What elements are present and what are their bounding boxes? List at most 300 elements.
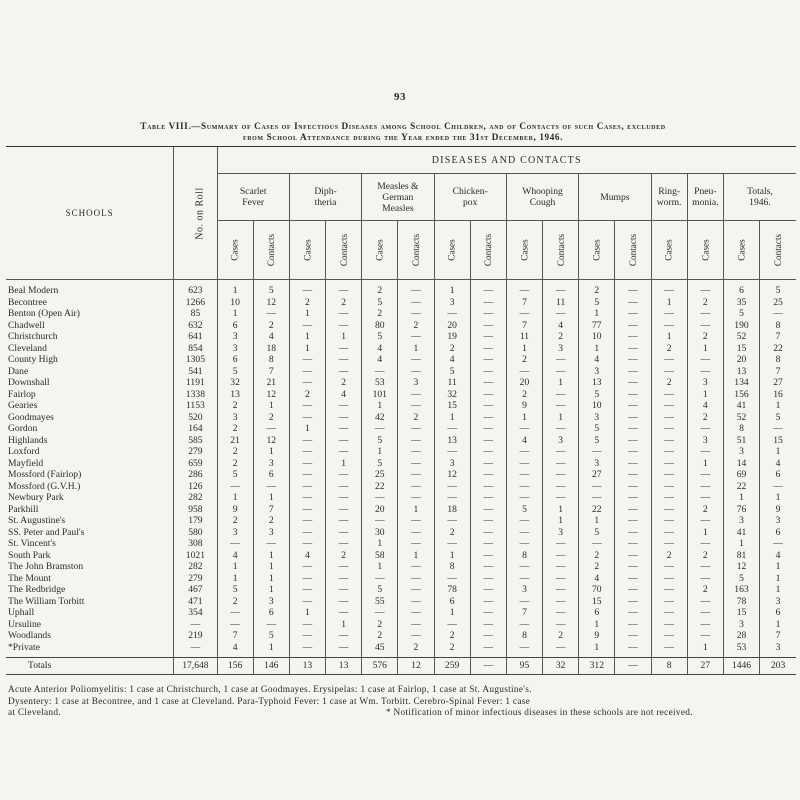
table-cell: 5 [579, 423, 615, 435]
table-cell: — [434, 538, 470, 550]
table-cell: — [687, 469, 723, 481]
table-cell: 8 [253, 354, 289, 366]
roll-count: 279 [174, 446, 217, 458]
totals-cell: 203 [760, 658, 796, 675]
table-cell: 5 [253, 280, 289, 297]
table-cell: 7 [760, 331, 796, 343]
roll-count: 126 [174, 481, 217, 493]
summary-table [6, 146, 796, 675]
table-cell: 41 [723, 527, 759, 539]
totals-cell: 12 [398, 658, 434, 675]
table-cell: 163 [723, 584, 759, 596]
table-cell: 4 [543, 320, 579, 332]
table-cell: 12 [253, 435, 289, 447]
table-cell: — [687, 280, 723, 297]
table-cell: — [289, 412, 325, 424]
table-cell: 1 [760, 492, 796, 504]
table-cell: 3 [217, 343, 253, 355]
table-cell: — [506, 446, 542, 458]
table-cell: 4 [687, 400, 723, 412]
table-cell: 1 [760, 446, 796, 458]
roll-count: 279 [174, 573, 217, 585]
table-cell: — [398, 389, 434, 401]
roll-count: 179 [174, 515, 217, 527]
table-cell: 2 [687, 331, 723, 343]
table-cell: 1 [253, 584, 289, 596]
sub-header-cases: Cases [506, 221, 542, 280]
table-cell: — [470, 331, 506, 343]
school-name: The John Bramston [8, 561, 84, 572]
table-cell: 53 [362, 377, 398, 389]
table-cell: 1 [543, 412, 579, 424]
table-cell: — [506, 561, 542, 573]
table-cell: — [470, 320, 506, 332]
table-cell: 1 [253, 561, 289, 573]
table-cell: 2 [687, 550, 723, 562]
table-cell: 5 [579, 527, 615, 539]
table-cell: — [543, 458, 579, 470]
table-cell: 4 [506, 435, 542, 447]
table-cell: — [398, 308, 434, 320]
table-cell: — [615, 446, 651, 458]
table-row [6, 619, 796, 631]
table-cell: — [615, 538, 651, 550]
table-cell: 32 [434, 389, 470, 401]
table-cell: 1 [687, 642, 723, 654]
table-cell: 6 [217, 354, 253, 366]
table-cell: 1 [760, 573, 796, 585]
table-cell: 2 [434, 630, 470, 642]
table-row [6, 607, 796, 619]
table-cell: — [506, 573, 542, 585]
table-cell: 5 [362, 435, 398, 447]
table-cell: 2 [398, 642, 434, 654]
table-cell: — [470, 607, 506, 619]
table-cell: 1 [217, 573, 253, 585]
group-whooping-cough: Whooping Cough [506, 174, 578, 221]
table-cell: 2 [362, 308, 398, 320]
table-cell: — [506, 280, 542, 297]
table-cell: 1 [543, 515, 579, 527]
table-row [6, 423, 796, 435]
table-cell: 20 [723, 354, 759, 366]
table-cell: — [543, 308, 579, 320]
table-row [6, 331, 796, 343]
totals-cell: 95 [506, 658, 542, 675]
totals-cell: 576 [362, 658, 398, 675]
table-cell: 2 [217, 423, 253, 435]
roll-count: 854 [174, 343, 217, 355]
table-cell: — [543, 389, 579, 401]
table-cell: 8 [506, 550, 542, 562]
sub-header-contacts: Contacts [253, 221, 289, 280]
table-cell: — [579, 446, 615, 458]
table-cell: — [579, 492, 615, 504]
table-cell: — [434, 619, 470, 631]
table-cell: — [543, 366, 579, 378]
table-cell: — [434, 481, 470, 493]
table-cell: 4 [579, 573, 615, 585]
table-cell: — [543, 469, 579, 481]
table-cell: — [217, 607, 253, 619]
group-totals: Totals, 1946. [723, 174, 796, 221]
table-cell: 4 [434, 354, 470, 366]
table-cell: 27 [760, 377, 796, 389]
table-cell: — [326, 320, 362, 332]
table-row [6, 573, 796, 585]
roll-count: 467 [174, 584, 217, 596]
sub-header-contacts: Contacts [543, 221, 579, 280]
table-cell: — [543, 400, 579, 412]
table-cell: — [615, 297, 651, 309]
table-cell: 15 [579, 596, 615, 608]
title-line-1: Table VIII.—Summary of Cases of Infectious Diseases among School Children, and of Contacts of such Cases, excluded [140, 121, 666, 131]
table-row [6, 280, 796, 297]
table-cell: 2 [289, 389, 325, 401]
table-cell: 3 [543, 343, 579, 355]
table-cell: 2 [326, 550, 362, 562]
table-cell: — [615, 377, 651, 389]
table-cell: 1 [506, 412, 542, 424]
table-cell: 5 [434, 366, 470, 378]
school-name: South Park [8, 549, 51, 561]
table-cell: — [543, 492, 579, 504]
table-row [6, 492, 796, 504]
table-cell: 22 [723, 481, 759, 493]
table-cell: — [253, 308, 289, 320]
table-cell: — [362, 492, 398, 504]
table-cell: — [687, 573, 723, 585]
table-cell: — [470, 458, 506, 470]
table-cell: — [326, 492, 362, 504]
roll-count: 659 [174, 458, 217, 470]
table-cell: 2 [362, 280, 398, 297]
table-cell: 1 [289, 607, 325, 619]
table-cell: 9 [760, 504, 796, 516]
table-cell: 4 [253, 331, 289, 343]
table-cell: 3 [543, 527, 579, 539]
table-cell: — [326, 354, 362, 366]
table-cell: — [651, 527, 687, 539]
table-cell: — [615, 400, 651, 412]
table-cell: — [470, 561, 506, 573]
school-name: Downshall [8, 377, 50, 388]
sub-header-cases: Cases [579, 221, 615, 280]
table-cell: — [289, 504, 325, 516]
table-cell: — [470, 412, 506, 424]
table-row [6, 354, 796, 366]
roll-count: — [174, 619, 217, 631]
table-cell: — [398, 435, 434, 447]
roll-count: 632 [174, 320, 217, 332]
table-cell: 8 [760, 354, 796, 366]
table-cell: — [326, 515, 362, 527]
table-cell: 2 [398, 320, 434, 332]
table-cell: 6 [760, 527, 796, 539]
table-cell: 2 [253, 412, 289, 424]
table-cell: — [326, 343, 362, 355]
table-cell: — [398, 366, 434, 378]
table-cell: 42 [362, 412, 398, 424]
totals-cell: 312 [579, 658, 615, 675]
table-cell: — [470, 446, 506, 458]
table-cell: — [506, 538, 542, 550]
school-name: St. Vincent's [8, 538, 56, 549]
table-cell: — [615, 354, 651, 366]
table-cell: 1 [289, 343, 325, 355]
table-cell: 2 [687, 412, 723, 424]
table-cell: 18 [253, 343, 289, 355]
table-cell: — [543, 596, 579, 608]
table-cell: 134 [723, 377, 759, 389]
table-cell: — [615, 412, 651, 424]
table-cell: — [687, 320, 723, 332]
table-cell: 13 [217, 389, 253, 401]
table-cell: 80 [362, 320, 398, 332]
table-cell: 2 [217, 458, 253, 470]
table-cell: 13 [434, 435, 470, 447]
table-cell: 20 [362, 504, 398, 516]
table-cell: 7 [253, 366, 289, 378]
school-name: Woodlands [8, 630, 51, 641]
table-cell: — [506, 642, 542, 654]
table-cell: 1 [289, 331, 325, 343]
school-name: Gearies [8, 400, 38, 411]
table-cell: — [470, 343, 506, 355]
table-cell: — [760, 481, 796, 493]
group-chicken-pox: Chicken- pox [434, 174, 506, 221]
table-cell: 21 [253, 377, 289, 389]
table-cell: — [506, 308, 542, 320]
table-row [6, 446, 796, 458]
table-cell: — [651, 423, 687, 435]
table-cell: — [398, 527, 434, 539]
table-cell: — [760, 538, 796, 550]
table-cell: 1 [543, 504, 579, 516]
table-cell: 3 [723, 515, 759, 527]
table-cell: — [398, 573, 434, 585]
table-cell: 1 [687, 458, 723, 470]
table-cell: — [470, 642, 506, 654]
table-cell: — [326, 366, 362, 378]
school-name: Mayfield [8, 457, 44, 469]
totals-cell: 146 [253, 658, 289, 675]
table-cell: — [687, 515, 723, 527]
table-cell: — [253, 481, 289, 493]
table-cell: 2 [579, 561, 615, 573]
table-cell: — [470, 280, 506, 297]
table-cell: 1 [362, 446, 398, 458]
table-cell: — [615, 481, 651, 493]
table-cell: 14 [723, 458, 759, 470]
school-name: Benton (Open Air) [8, 308, 80, 319]
roll-count: 164 [174, 423, 217, 435]
table-cell: 1 [434, 412, 470, 424]
table-cell: 6 [253, 469, 289, 481]
table-row [6, 504, 796, 516]
table-cell: 5 [760, 412, 796, 424]
table-cell: 1 [398, 343, 434, 355]
table-cell: — [506, 527, 542, 539]
note-line-3: at Cleveland. * Notification of minor infectious diseases in these schools are not received. [8, 708, 693, 718]
table-cell: — [398, 297, 434, 309]
table-cell: — [651, 596, 687, 608]
table-cell: 7 [506, 320, 542, 332]
table-cell: — [506, 469, 542, 481]
table-cell: — [615, 366, 651, 378]
table-cell: 2 [362, 619, 398, 631]
table-cell: 1 [543, 377, 579, 389]
table-cell: — [362, 607, 398, 619]
table-row [6, 297, 796, 309]
table-cell: 6 [760, 469, 796, 481]
table-cell: 2 [651, 377, 687, 389]
table-cell: — [434, 308, 470, 320]
table-cell: — [470, 504, 506, 516]
table-row [6, 343, 796, 355]
table-cell: — [506, 366, 542, 378]
private-footnote: * Notification of minor infectious diseases in these schools are not received. [385, 708, 693, 718]
table-cell: 3 [723, 446, 759, 458]
table-row [6, 596, 796, 608]
school-name: St. Augustine's [8, 515, 66, 526]
table-cell: — [579, 538, 615, 550]
table-cell: 1 [760, 400, 796, 412]
table-cell: 1 [398, 504, 434, 516]
school-name: Mossford (G.V.H.) [8, 480, 81, 492]
table-cell: — [398, 492, 434, 504]
table-cell: 15 [434, 400, 470, 412]
table-cell: — [651, 504, 687, 516]
table-cell: 1 [253, 446, 289, 458]
table-cell: 2 [651, 343, 687, 355]
roll-count: 585 [174, 435, 217, 447]
table-cell: — [470, 400, 506, 412]
table-cell: — [398, 400, 434, 412]
table-row [6, 481, 796, 493]
table-cell: — [289, 584, 325, 596]
table-cell: 4 [760, 550, 796, 562]
table-cell: — [217, 481, 253, 493]
table-cell: 2 [434, 642, 470, 654]
table-cell: 7 [253, 504, 289, 516]
table-cell: — [651, 584, 687, 596]
table-cell: 52 [723, 412, 759, 424]
table-cell: 2 [687, 504, 723, 516]
table-cell: 30 [362, 527, 398, 539]
table-row [6, 400, 796, 412]
table-cell: — [253, 538, 289, 550]
table-cell: 69 [723, 469, 759, 481]
totals-cell: — [615, 658, 651, 675]
table-cell: — [506, 619, 542, 631]
table-cell: 9 [217, 504, 253, 516]
school-name: The Mount [8, 572, 51, 584]
table-cell: — [687, 354, 723, 366]
table-cell: 3 [253, 527, 289, 539]
roll-count: 282 [174, 492, 217, 504]
totals-cell: 13 [326, 658, 362, 675]
table-cell: 1 [434, 607, 470, 619]
table-cell: — [326, 527, 362, 539]
table-row [6, 366, 796, 378]
sub-header-cases: Cases [434, 221, 470, 280]
table-cell: — [760, 423, 796, 435]
table-cell: 5 [253, 630, 289, 642]
table-cell: — [506, 492, 542, 504]
table-cell: — [398, 596, 434, 608]
roll-count: 1266 [174, 297, 217, 309]
roll-count: 958 [174, 504, 217, 516]
totals-cell: 259 [434, 658, 470, 675]
sub-header-contacts: Contacts [615, 221, 651, 280]
table-cell: 8 [434, 561, 470, 573]
table-cell: — [217, 538, 253, 550]
table-cell: — [615, 389, 651, 401]
table-cell: — [326, 435, 362, 447]
table-cell: — [687, 446, 723, 458]
table-cell: — [651, 308, 687, 320]
table-cell: 1 [723, 492, 759, 504]
table-cell: — [398, 561, 434, 573]
school-name: *Private [8, 641, 40, 653]
table-cell: 1 [362, 400, 398, 412]
sub-header-cases: Cases [723, 221, 759, 280]
table-cell: 1 [687, 343, 723, 355]
group-pneumonia: Pneu- monia. [687, 174, 723, 221]
table-cell: — [470, 619, 506, 631]
table-cell: 5 [217, 469, 253, 481]
table-cell: 5 [362, 297, 398, 309]
table-cell: 25 [362, 469, 398, 481]
table-cell: 1 [651, 331, 687, 343]
table-cell: — [651, 354, 687, 366]
table-cell: 2 [506, 354, 542, 366]
table-cell: 2 [326, 377, 362, 389]
table-cell: — [615, 584, 651, 596]
table-row [6, 550, 796, 562]
table-cell: 1 [398, 550, 434, 562]
table-row [6, 584, 796, 596]
table-cell: — [289, 354, 325, 366]
table-cell: 1 [217, 561, 253, 573]
table-cell: — [470, 389, 506, 401]
school-name: Goodmayes [8, 411, 54, 423]
table-cell: — [506, 423, 542, 435]
roll-count: 1305 [174, 354, 217, 366]
table-cell: 2 [362, 630, 398, 642]
table-cell: 3 [253, 596, 289, 608]
table-cell: — [398, 446, 434, 458]
totals-cell: 8 [651, 658, 687, 675]
table-cell: 45 [362, 642, 398, 654]
table-cell: — [615, 504, 651, 516]
school-name: The Redbridge [8, 584, 66, 595]
table-cell: — [289, 320, 325, 332]
table-row [6, 377, 796, 389]
table-cell: 1 [579, 515, 615, 527]
table-cell: — [651, 446, 687, 458]
table-cell: — [651, 492, 687, 504]
table-cell: 156 [723, 389, 759, 401]
table-cell: — [326, 412, 362, 424]
table-cell: 3 [579, 412, 615, 424]
table-cell: — [398, 630, 434, 642]
table-cell: 32 [217, 377, 253, 389]
table-cell: 6 [217, 320, 253, 332]
table-cell: 4 [760, 458, 796, 470]
table-cell: — [470, 366, 506, 378]
